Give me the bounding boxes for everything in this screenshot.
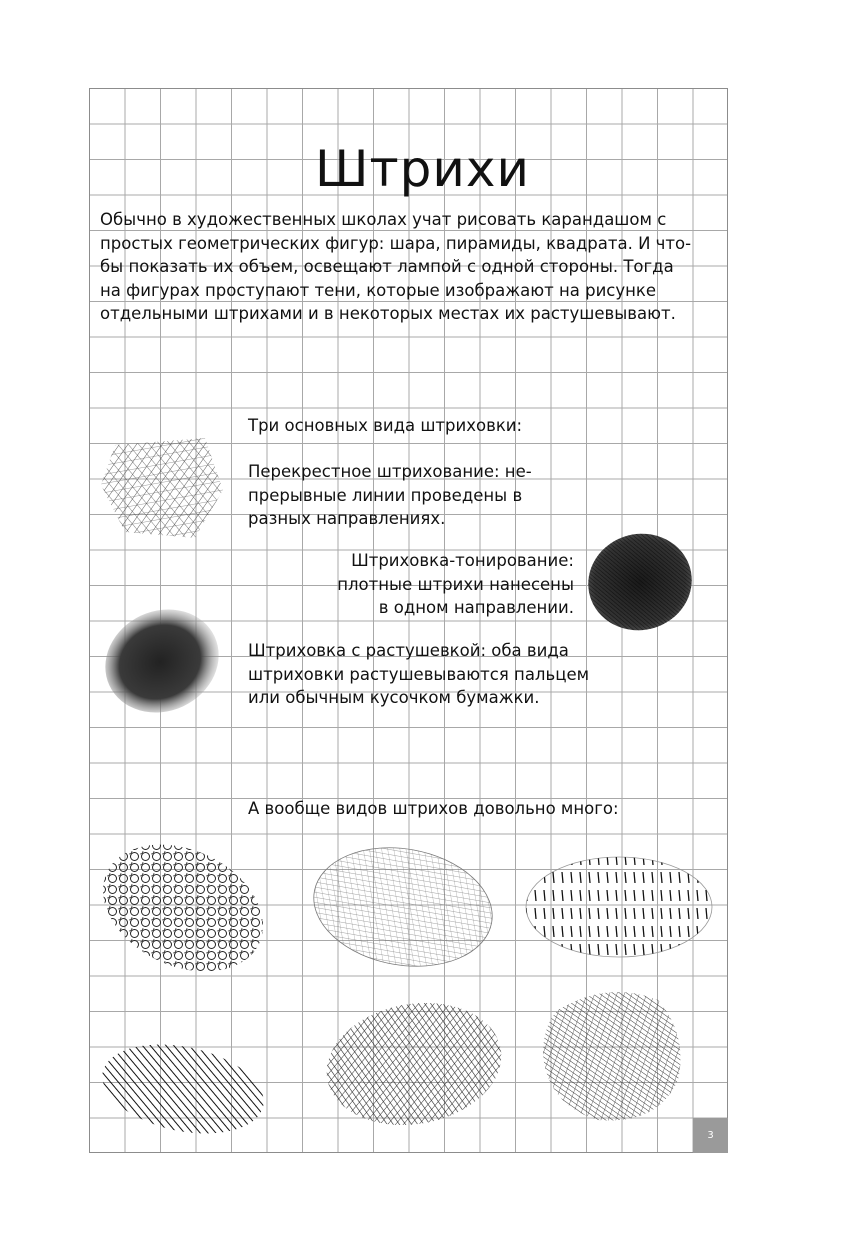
toning-illustration [585, 528, 695, 636]
blending-line: Штриховка с растушевкой: оба вида [248, 641, 569, 660]
page-title: Штрихи [315, 140, 530, 198]
scribble-hatching-illustration [96, 840, 271, 980]
toning-description [300, 549, 574, 620]
dense-cross-hatching-illustration [322, 997, 507, 1132]
many-types-text: А вообще видов штрихов довольно много: [248, 799, 619, 818]
intro-line: отдельными штрихами и в некоторых местах их растушевывают. [100, 304, 676, 323]
types-heading: Три основных вида штриховки: [248, 416, 523, 435]
toning-line: Штриховка-тонирование: [351, 551, 574, 570]
blending-line: штриховки растушевываются пальцем [248, 664, 590, 684]
light-cross-hatching-illustration [308, 845, 498, 970]
intro-line: на фигурах проступают тени, которые изображают на рисунке [100, 280, 657, 300]
intro-line: бы показать их объем, освещают лампой с одной стороны. Тогда [100, 257, 674, 276]
cross-hatching-line: прерывные линии проведены в [248, 485, 523, 505]
toning-line: плотные штрихи нанесены [337, 574, 574, 594]
cross-hatching-description [248, 460, 532, 531]
intro-line: простых геометрических фигур: шара, пирамиды, квадрата. И что- [100, 233, 692, 253]
page-number: 3 [693, 1118, 728, 1153]
toning-line: в одном направлении. [378, 598, 574, 617]
vertical-dash-hatching-illustration [523, 852, 715, 962]
cross-hatching-illustration [95, 430, 230, 545]
cross-hatching-line: Перекрестное штрихование: не- [248, 462, 532, 481]
intro-paragraph [100, 208, 740, 326]
intro-line: Обычно в художественных школах учат рисовать карандашом с [100, 210, 667, 229]
blending-line: или обычным кусочком бумажки. [248, 688, 540, 707]
blending-illustration [100, 606, 225, 716]
mixed-hatching-illustration [538, 985, 693, 1130]
diagonal-hatching-illustration [98, 1040, 268, 1138]
cross-hatching-line: разных направлениях. [248, 509, 446, 528]
blending-description [248, 639, 589, 710]
